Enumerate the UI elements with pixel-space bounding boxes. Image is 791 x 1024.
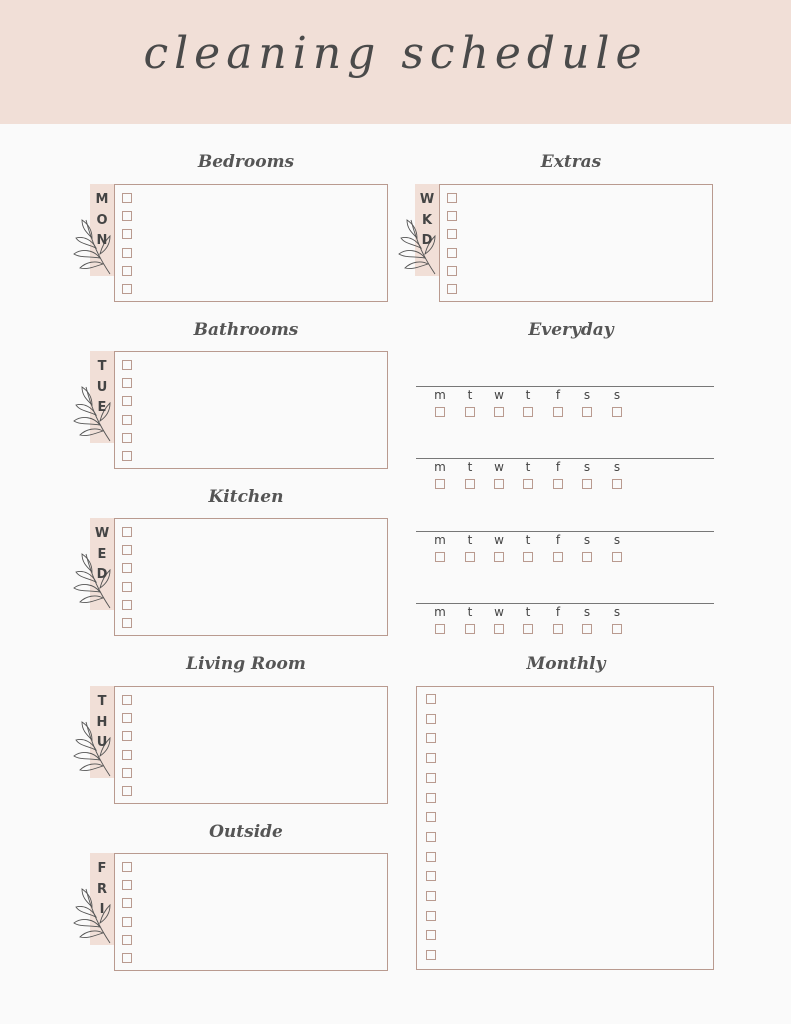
- checkbox-icon[interactable]: [122, 527, 132, 537]
- checkbox-icon[interactable]: [122, 545, 132, 555]
- checkbox-icon[interactable]: [435, 479, 445, 489]
- everyday-day-label: f: [555, 460, 561, 474]
- kitchen-box: [114, 518, 388, 636]
- checkbox-icon[interactable]: [122, 713, 132, 723]
- everyday-day-label: s: [583, 460, 591, 474]
- everyday-day-label: s: [613, 605, 621, 619]
- checkbox-icon[interactable]: [553, 624, 563, 634]
- everyday-day-label: s: [613, 460, 621, 474]
- everyday-day-label: f: [555, 605, 561, 619]
- checkbox-icon[interactable]: [122, 953, 132, 963]
- everyday-day-label: m: [434, 388, 446, 402]
- bedrooms-title: Bedrooms: [197, 152, 295, 172]
- checkbox-icon[interactable]: [447, 211, 457, 221]
- checkbox-icon[interactable]: [523, 407, 533, 417]
- everyday-row-rule: [416, 531, 714, 532]
- checkbox-icon[interactable]: [122, 600, 132, 610]
- checkbox-icon[interactable]: [122, 618, 132, 628]
- everyday-row-rule: [416, 603, 714, 604]
- kitchen-title: Kitchen: [208, 487, 284, 507]
- everyday-day-label: t: [467, 388, 473, 402]
- everyday-day-label: t: [467, 533, 473, 547]
- checkbox-icon[interactable]: [122, 229, 132, 239]
- checkbox-icon[interactable]: [582, 407, 592, 417]
- checkbox-icon[interactable]: [122, 266, 132, 276]
- everyday-title: Everyday: [528, 320, 614, 340]
- checkbox-icon[interactable]: [435, 552, 445, 562]
- checkbox-icon[interactable]: [426, 832, 436, 842]
- everyday-day-label: s: [583, 533, 591, 547]
- checkbox-icon[interactable]: [447, 193, 457, 203]
- extras-day-label: W K D: [419, 192, 435, 248]
- checkbox-icon[interactable]: [122, 917, 132, 927]
- checkbox-icon[interactable]: [523, 552, 533, 562]
- checkbox-icon[interactable]: [447, 284, 457, 294]
- checkbox-icon[interactable]: [122, 582, 132, 592]
- checkbox-icon[interactable]: [426, 950, 436, 960]
- living-room-box: [114, 686, 388, 804]
- checkbox-icon[interactable]: [426, 911, 436, 921]
- monthly-title: Monthly: [526, 654, 606, 674]
- checkbox-icon[interactable]: [447, 229, 457, 239]
- checkbox-icon[interactable]: [523, 624, 533, 634]
- checkbox-icon[interactable]: [553, 552, 563, 562]
- checkbox-icon[interactable]: [122, 378, 132, 388]
- everyday-day-label: f: [555, 388, 561, 402]
- checkbox-icon[interactable]: [582, 552, 592, 562]
- checkbox-icon[interactable]: [122, 898, 132, 908]
- checkbox-icon[interactable]: [122, 750, 132, 760]
- everyday-day-label: w: [494, 460, 504, 474]
- checkbox-icon[interactable]: [122, 360, 132, 370]
- page-title: cleaning schedule: [143, 28, 648, 79]
- living-room-day-label: T H U: [96, 694, 108, 750]
- checkbox-icon[interactable]: [122, 862, 132, 872]
- checkbox-icon[interactable]: [426, 852, 436, 862]
- everyday-day-label: w: [494, 388, 504, 402]
- checkbox-icon[interactable]: [426, 891, 436, 901]
- checkbox-icon[interactable]: [122, 880, 132, 890]
- checkbox-icon[interactable]: [122, 768, 132, 778]
- checkbox-icon[interactable]: [122, 433, 132, 443]
- checkbox-icon[interactable]: [426, 714, 436, 724]
- kitchen-day-label: W E D: [94, 526, 110, 582]
- everyday-day-label: f: [555, 533, 561, 547]
- bedrooms-day-label: M O N: [95, 192, 109, 248]
- checkbox-icon[interactable]: [122, 193, 132, 203]
- everyday-day-label: m: [434, 605, 446, 619]
- checkbox-icon[interactable]: [465, 552, 475, 562]
- checkbox-icon[interactable]: [435, 624, 445, 634]
- checkbox-icon[interactable]: [122, 211, 132, 221]
- checkbox-icon[interactable]: [465, 407, 475, 417]
- checkbox-icon[interactable]: [612, 624, 622, 634]
- bedrooms-box: [114, 184, 388, 302]
- everyday-day-label: s: [613, 533, 621, 547]
- extras-title: Extras: [540, 152, 602, 172]
- checkbox-icon[interactable]: [447, 248, 457, 258]
- everyday-day-label: t: [467, 605, 473, 619]
- everyday-row-rule: [416, 458, 714, 459]
- everyday-row-rule: [416, 386, 714, 387]
- checkbox-icon[interactable]: [426, 733, 436, 743]
- checkbox-icon[interactable]: [553, 407, 563, 417]
- checkbox-icon[interactable]: [122, 415, 132, 425]
- checkbox-icon[interactable]: [426, 930, 436, 940]
- checkbox-icon[interactable]: [122, 695, 132, 705]
- checkbox-icon[interactable]: [435, 407, 445, 417]
- checkbox-icon[interactable]: [122, 284, 132, 294]
- everyday-day-label: s: [613, 388, 621, 402]
- bathrooms-day-label: T U E: [96, 359, 108, 415]
- checkbox-icon[interactable]: [426, 694, 436, 704]
- checkbox-icon[interactable]: [426, 812, 436, 822]
- checkbox-icon[interactable]: [122, 248, 132, 258]
- checkbox-icon[interactable]: [122, 786, 132, 796]
- checkbox-icon[interactable]: [553, 479, 563, 489]
- checkbox-icon[interactable]: [582, 624, 592, 634]
- everyday-day-label: t: [525, 460, 531, 474]
- checkbox-icon[interactable]: [426, 871, 436, 881]
- everyday-day-label: t: [525, 533, 531, 547]
- checkbox-icon[interactable]: [494, 407, 504, 417]
- checkbox-icon[interactable]: [447, 266, 457, 276]
- checkbox-icon[interactable]: [426, 753, 436, 763]
- checkbox-icon[interactable]: [426, 793, 436, 803]
- checkbox-icon[interactable]: [465, 479, 475, 489]
- checkbox-icon[interactable]: [122, 563, 132, 573]
- outside-day-label: F R I: [96, 861, 107, 917]
- bathrooms-box: [114, 351, 388, 469]
- checkbox-icon[interactable]: [122, 935, 132, 945]
- everyday-day-label: m: [434, 533, 446, 547]
- everyday-day-label: s: [583, 388, 591, 402]
- checkbox-icon[interactable]: [612, 479, 622, 489]
- checkbox-icon[interactable]: [426, 773, 436, 783]
- checkbox-icon[interactable]: [122, 451, 132, 461]
- checkbox-icon[interactable]: [494, 479, 504, 489]
- extras-box: [439, 184, 713, 302]
- everyday-day-label: w: [494, 533, 504, 547]
- everyday-day-label: t: [525, 388, 531, 402]
- outside-box: [114, 853, 388, 971]
- everyday-day-label: w: [494, 605, 504, 619]
- everyday-day-label: t: [467, 460, 473, 474]
- living-room-title: Living Room: [186, 654, 306, 674]
- checkbox-icon[interactable]: [494, 552, 504, 562]
- monthly-box: [416, 686, 714, 970]
- checkbox-icon[interactable]: [612, 407, 622, 417]
- checkbox-icon[interactable]: [122, 396, 132, 406]
- everyday-day-label: m: [434, 460, 446, 474]
- checkbox-icon[interactable]: [494, 624, 504, 634]
- everyday-day-label: s: [583, 605, 591, 619]
- outside-title: Outside: [209, 822, 283, 842]
- bathrooms-title: Bathrooms: [193, 320, 299, 340]
- checkbox-icon[interactable]: [122, 731, 132, 741]
- checkbox-icon[interactable]: [612, 552, 622, 562]
- checkbox-icon[interactable]: [582, 479, 592, 489]
- checkbox-icon[interactable]: [465, 624, 475, 634]
- checkbox-icon[interactable]: [523, 479, 533, 489]
- everyday-day-label: t: [525, 605, 531, 619]
